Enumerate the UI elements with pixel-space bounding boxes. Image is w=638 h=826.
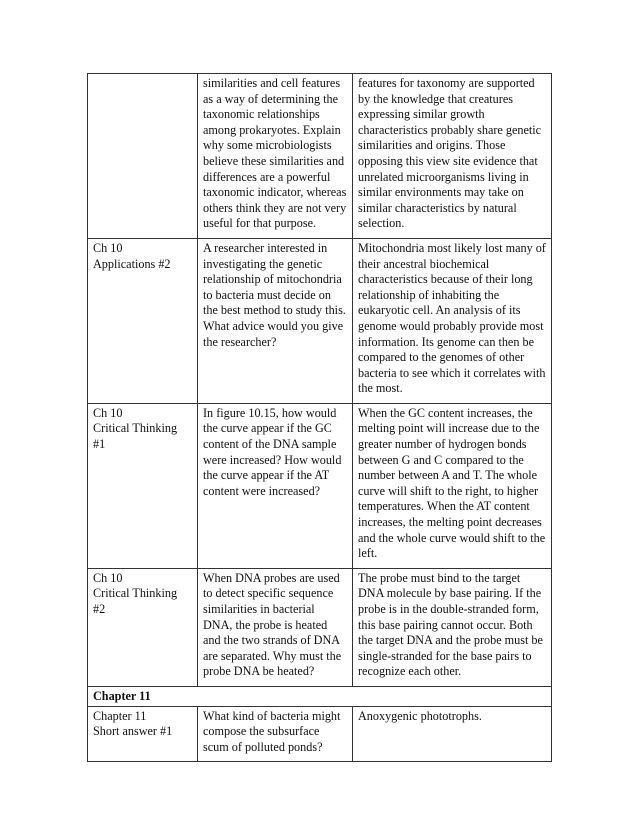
row-label-cell: Ch 10 Applications #2	[88, 238, 198, 403]
question-cell: In figure 10.15, how would the curve appear if the GC content of the DNA sample were increased? How would the curve appear if the AT content were increased?	[198, 403, 353, 568]
answer-cell: Anoxygenic phototrophs.	[353, 706, 552, 762]
row-label-cell: Ch 10 Critical Thinking #1	[88, 403, 198, 568]
answer-cell: When the GC content increases, the melting point will increase due to the greater number of hydrogen bonds between G and C compared to the number between A and T. The whole curve will shift to the right, to higher temperatures. When the AT content increases, the melting point decreases and the whole curve would shift to the left.	[353, 403, 552, 568]
question-cell: When DNA probes are used to detect specific sequence similarities in bacterial DNA, the probe is heated and the two strands of DNA are separated. Why must the probe DNA be heated?	[198, 568, 353, 686]
table-row	[88, 568, 552, 686]
row-label-cell: Ch 10 Critical Thinking #2	[88, 568, 198, 686]
row-label-cell	[88, 74, 198, 239]
answer-cell: The probe must bind to the target DNA molecule by base pairing. If the probe is in the double-stranded form, this base pairing cannot occur. Both the target DNA and the probe must be single-stranded for the base pairs to recognize each other.	[353, 568, 552, 686]
row-label-cell: Chapter 11 Short answer #1	[88, 706, 198, 762]
answer-cell: Mitochondria most likely lost many of their ancestral biochemical characteristics because of their long relationship of inhabiting the eukaryotic cell. An analysis of its genome would probably provide most information. Its genome can then be compared to the genomes of other bacteria to see which it correlates with the most.	[353, 238, 552, 403]
qa-table	[87, 73, 552, 762]
question-cell: similarities and cell features as a way of determining the taxonomic relationships among prokaryotes. Explain why some microbiologists believe these similarities and differences are a powerful taxonomic indicator, whereas others think they are not very useful for that purpose.	[198, 74, 353, 239]
question-cell: A researcher interested in investigating the genetic relationship of mitochondria to bacteria must decide on the best method to study this. What advice would you give the researcher?	[198, 238, 353, 403]
table-row	[88, 238, 552, 403]
chapter-heading-row	[88, 686, 552, 706]
chapter-heading: Chapter 11	[88, 686, 552, 706]
table-row	[88, 74, 552, 239]
question-cell: What kind of bacteria might compose the subsurface scum of polluted ponds?	[198, 706, 353, 762]
table-row	[88, 706, 552, 762]
answer-cell: features for taxonomy are supported by the knowledge that creatures expressing similar growth characteristics probably share genetic similarities and origins. Those opposing this view site evidence that unrelated microorganisms living in similar environments may take on similar characteristics by natural selection.	[353, 74, 552, 239]
table-row	[88, 403, 552, 568]
